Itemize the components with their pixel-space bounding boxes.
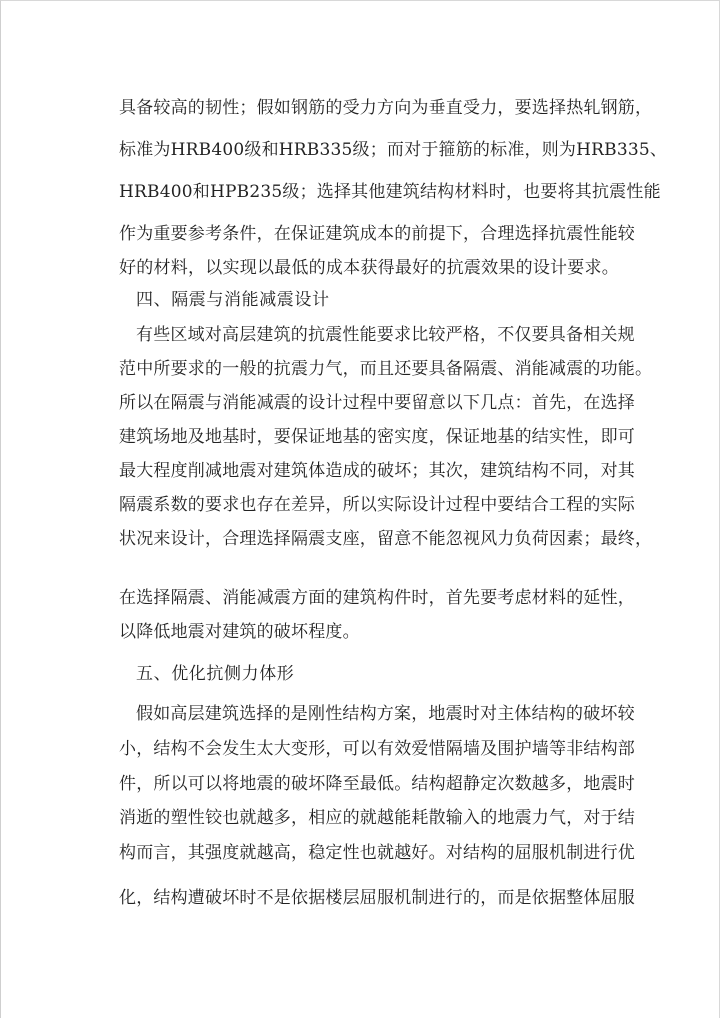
text-line: 状况来设计，合理选择隔震支座，留意不能忽视风力负荷因素；最终， — [119, 529, 653, 549]
text-line: 化，结构遭破坏时不是依据楼层屈服机制进行的，而是依据整体屈服 — [119, 888, 635, 908]
text-line: 范中所要求的一般的抗震力气，而且还要具备隔震、消能减震的功能。 — [119, 359, 653, 379]
text-line: 以降低地震对建筑的破坏程度。 — [119, 622, 360, 642]
text-line: 件，所以可以将地震的破坏降至最低。结构超静定次数越多，地震时 — [119, 774, 635, 794]
text-line: 小，结构不会发生太大变形，可以有效爱惜隔墙及围护墙等非结构部 — [119, 739, 635, 759]
text-line: 在选择隔震、消能减震方面的建筑构件时，首先要考虑材料的延性， — [119, 588, 635, 608]
text-line: 标准为HRB400级和HRB335级；而对于箍筋的标准，则为HRB335、 — [119, 140, 668, 160]
text-line: 具备较高的韧性；假如钢筋的受力方向为垂直受力，要选择热轧钢筋， — [119, 98, 653, 118]
text-line: 建筑场地及地基时，要保证地基的密实度，保证地基的结实性，即可 — [119, 427, 635, 447]
text-line: 所以在隔震与消能减震的设计过程中要留意以下几点：首先，在选择 — [119, 393, 635, 413]
text-line: 隔震系数的要求也存在差异，所以实际设计过程中要结合工程的实际 — [119, 495, 635, 515]
text-line: HRB400和HPB235级；选择其他建筑结构材料时，也要将其抗震性能 — [119, 182, 661, 202]
section-heading: 四、隔震与消能减震设计 — [136, 290, 330, 310]
text-line: 有些区域对高层建筑的抗震性能要求比较严格，不仅要具备相关规 — [136, 325, 635, 345]
text-line: 最大程度削减地震对建筑体造成的破坏；其次，建筑结构不同，对其 — [119, 461, 635, 481]
text-line: 构而言，其强度就越高，稳定性也就越好。对结构的屈服机制进行优 — [119, 843, 635, 863]
text-line: 假如高层建筑选择的是刚性结构方案，地震时对主体结构的破坏较 — [136, 704, 635, 724]
text-line: 好的材料，以实现以最低的成本获得最好的抗震效果的设计要求。 — [119, 258, 619, 278]
text-line: 消逝的塑性铰也就越多，相应的就越能耗散输入的地震力气，对于结 — [119, 808, 635, 828]
text-line: 作为重要参考条件，在保证建筑成本的前提下，合理选择抗震性能较 — [119, 224, 635, 244]
section-heading: 五、优化抗侧力体形 — [136, 664, 295, 684]
